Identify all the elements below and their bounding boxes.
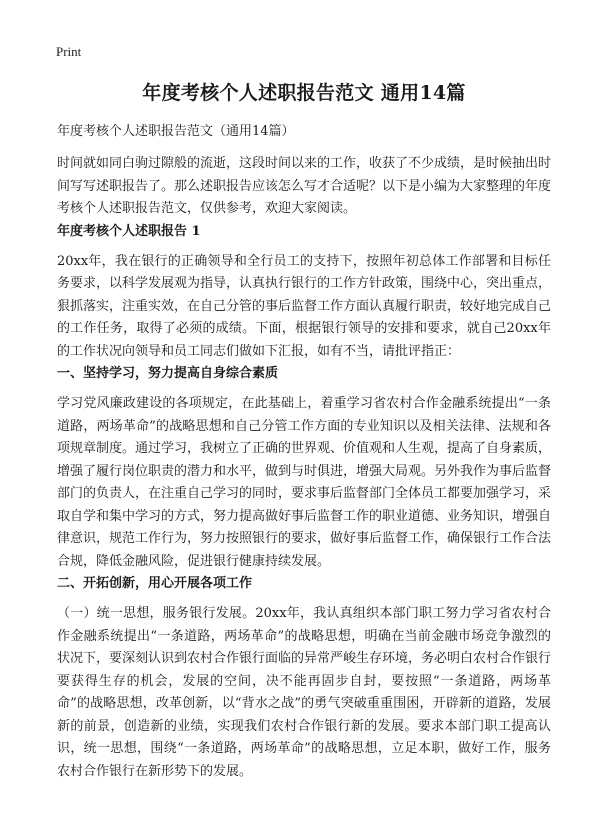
document-subtitle: 年度考核个人述职报告范文（通用14篇） [57, 124, 295, 139]
section-heading-innovation: 二、开拓创新，用心开展各项工作 [57, 576, 253, 591]
report-heading: 年度考核个人述职报告 1 [57, 223, 201, 239]
document-body [57, 78, 551, 783]
section-paragraph-study: 学习党风廉政建设的各项规定，在此基础上，着重学习省农村合作金融系统提出“一条道路，两场革命”的战略思想和自己分管工作方面的专业知识以及相关法律、法规和各项规章制度。通过学习，我树立了正确的世界观、价值观和人生观，提高了自身素质，增强了履行岗位职责的潜力和水平，做到与时俱进，增强大局观。另外我作为事后监督部门的负责人，在注重自己学习的同时，要求事后监督部门全体员工都要加强学习，采取自学和集中学习的方式，努力提高做好事后监督工作的职业道德、业务知识，增强自律意识，规范工作行为，努力按照银行的要求，做好事后监督工作，确保银行工作合法合规，降低金融风险，促进银行健康持续发展。 [57, 396, 552, 569]
section-paragraph-innovation: （一）统一思想，服务银行发展。20xx年，我认真组织本部门职工努力学习省农村合作金融系统提出“一条道路，两场革命”的战略思想，明确在当前金融市场竞争激烈的状况下，要深刻认识到农村合作银行面临的异常严峻生存环境，务必明白农村合作银行要获得生存的机会，发展的空间，决不能再固步自封，要按照“一条道路，两场革命”的战略思想，改革创新，以“背水之战”的勇气突破重重围困，开辟新的道路，发展新的前景，创造新的业绩，实现我们农村合作银行新的发展。要求本部门职工提高认识，统一思想，围绕“一条道路，两场革命”的战略思想，立足本职，做好工作，服务农村合作银行在新形势下的发展。 [57, 606, 552, 779]
section-heading-study: 一、坚持学习，努力提高自身综合素质 [57, 366, 279, 381]
report-paragraph: 20xx年，我在银行的正确领导和全行员工的支持下，按照年初总体工作部署和目标任务要求，以科学发展观为指导，认真执行银行的工作方针政策，围绕中心，突出重点，狠抓落实，注重实效，在自己分管的事后监督工作方面认真履行职责，较好地完成自己的工作任务，取得了必须的成绩。下面，根据银行领导的安排和要求，就自己20xx年的工作状况向领导和员工同志们做如下汇报，如有不当，请批评指正： [57, 253, 552, 359]
intro-paragraph: 时间就如同白驹过隙般的流逝，这段时间以来的工作，收获了不少成绩，是时候抽出时间写写述职报告了。那么述职报告应该怎么写才合适呢？以下是小编为大家整理的年度考核个人述职报告范文，仅供参考，欢迎大家阅读。 [57, 156, 552, 216]
document-title: 年度考核个人述职报告范文 通用14篇 [142, 82, 466, 104]
print-link[interactable]: Print [56, 44, 82, 59]
